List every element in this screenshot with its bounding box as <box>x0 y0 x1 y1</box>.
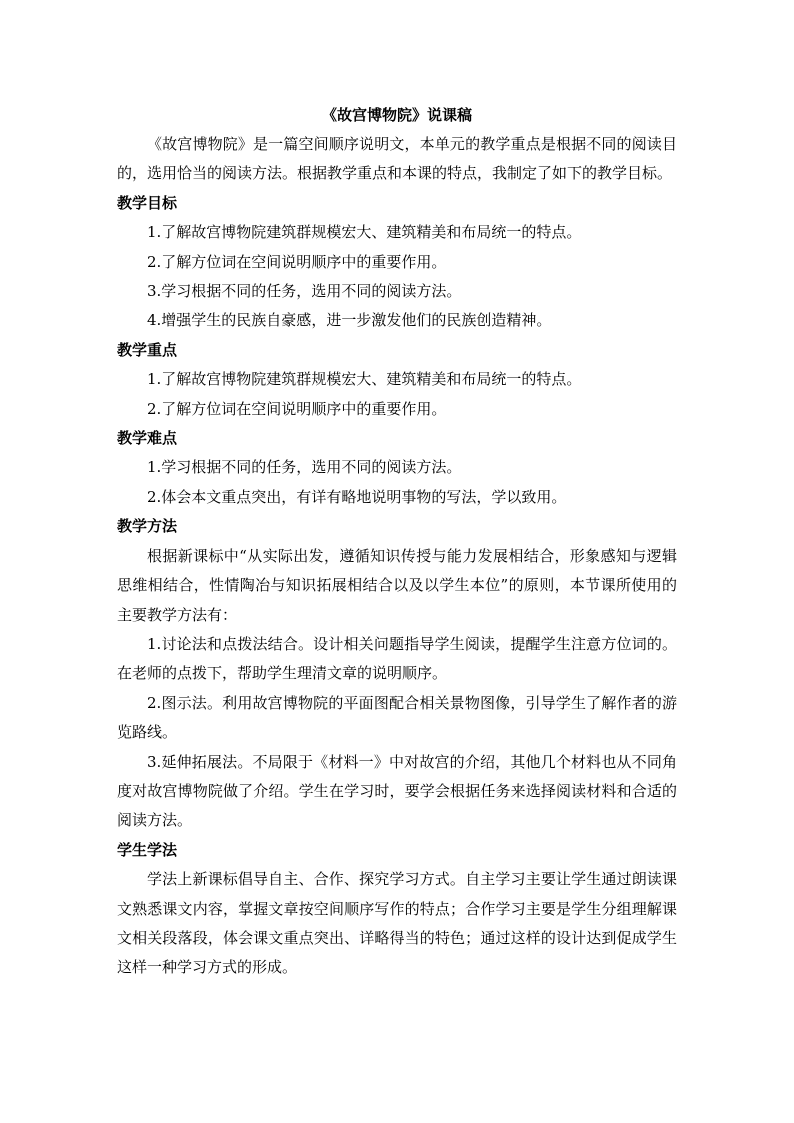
method-item: 3.延伸拓展法。不局限于《材料一》中对故宫的介绍，其他几个材料也从不同角度对故宫博物院做了介绍。学生在学习时，要学会根据任务来选择阅读材料和合适的阅读方法。 <box>117 752 677 830</box>
key-point-item: 1.了解故宫博物院建筑群规模宏大、建筑精美和布局统一的特点。 <box>147 370 582 389</box>
goal-item: 4.增强学生的民族自豪感，进一步激发他们的民族创造精神。 <box>147 311 552 330</box>
difficulty-item: 2.体会本文重点突出，有详有略地说明事物的写法，学以致用。 <box>147 487 567 506</box>
section-heading-study: 学生学法 <box>117 840 178 859</box>
goal-item: 3.学习根据不同的任务，选用不同的阅读方法。 <box>147 282 462 301</box>
methods-intro-paragraph: 根据新课标中“从实际出发，遵循知识传授与能力发展相结合，形象感知与逻辑思维相结合，性情陶冶与知识拓展相结合以及以学生本位”的原则，本节课所使用的主要教学方法有： <box>117 546 677 624</box>
section-heading-goals: 教学目标 <box>117 193 178 212</box>
key-point-item: 2.了解方位词在空间说明顺序中的重要作用。 <box>147 399 447 418</box>
goal-item: 1.了解故宫博物院建筑群规模宏大、建筑精美和布局统一的特点。 <box>147 223 582 242</box>
section-heading-methods: 教学方法 <box>117 517 178 536</box>
document-title: 《故宫博物院》说课稿 <box>321 106 472 124</box>
section-heading-key-points: 教学重点 <box>117 340 178 359</box>
difficulty-item: 1.学习根据不同的任务，选用不同的阅读方法。 <box>147 458 462 477</box>
method-item: 1.讨论法和点拨法结合。设计相关问题指导学生阅读，提醒学生注意方位词的。在老师的点拨下，帮助学生理清文章的说明顺序。 <box>117 634 677 683</box>
section-heading-difficulties: 教学难点 <box>117 429 178 448</box>
goal-item: 2.了解方位词在空间说明顺序中的重要作用。 <box>147 252 447 271</box>
study-paragraph: 学法上新课标倡导自主、合作、探究学习方式。自主学习主要让学生通过朗读课文熟悉课文内容，掌握文章按空间顺序写作的特点；合作学习主要是学生分组理解课文相关段落段，体会课文重点突出、详略得当的特色；通过这样的设计达到促成学生这样一种学习方式的形成。 <box>117 870 677 977</box>
method-item: 2.图示法。利用故宫博物院的平面图配合相关景物图像，引导学生了解作者的游览路线。 <box>117 693 677 742</box>
intro-paragraph: 《故宫博物院》是一篇空间顺序说明文，本单元的教学重点是根据不同的阅读目的，选用恰当的阅读方法。根据教学重点和本课的特点，我制定了如下的教学目标。 <box>117 135 677 183</box>
document-page <box>117 100 677 983</box>
